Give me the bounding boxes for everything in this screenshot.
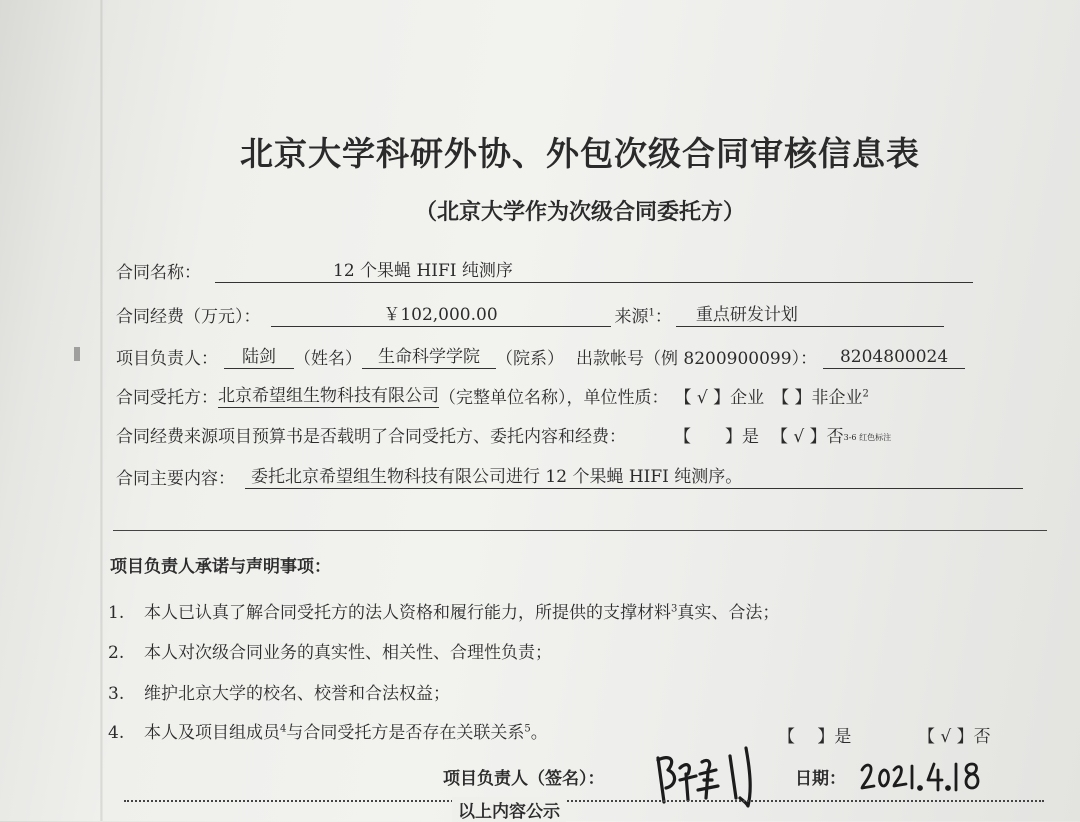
contract-fee-label: 合同经费（万元）： (116, 307, 261, 327)
edge-mark (74, 347, 80, 361)
pledge-item: 1. 本人已认真了解合同受托方的法人资格和履行能力，所提供的支撑材料$^3$真实、合法； (108, 603, 780, 623)
content-row (116, 462, 1023, 489)
form-subtitle: （北京大学作为次级合同委托方） (414, 200, 745, 225)
contract-name-label: 合同名称： (116, 263, 201, 283)
pledge-item: 4. 本人及项目组成员$^4$与合同受托方是否存在关联关系$^5$。 (108, 723, 548, 743)
source-label: 来源$^1$： (614, 307, 672, 327)
contract-name-row (116, 256, 973, 283)
content-label: 合同主要内容： (116, 469, 235, 489)
account-value: 8204800024 (823, 347, 965, 369)
paper-fold (100, 0, 103, 821)
name-hint: （姓名） (294, 349, 362, 369)
public-notice: 以上内容公示 (452, 797, 566, 822)
non-enterprise-checkbox: 【 】非企业$^2$ (772, 388, 869, 408)
budget-note: 3-6 红色标注 (843, 433, 892, 442)
relation-yes-checkbox: 【 】是 (778, 727, 852, 747)
account-label: 出款帐号（例 8200900099）： (576, 349, 818, 369)
pledge-heading: 项目负责人承诺与声明事项： (110, 557, 331, 577)
handwritten-date (858, 752, 988, 802)
relation-no-checkbox: 【 √ 】否 (918, 727, 991, 747)
trustee-row (116, 381, 869, 408)
content-value: 委托北京希望组生物科技有限公司进行 12 个果蝇 HIFI 纯测序。 (245, 462, 1023, 489)
project-leader-row (116, 342, 965, 369)
department-value: 生命科学学院 (362, 342, 496, 369)
signature-label: 项目负责人（签名）： (443, 769, 605, 789)
form-title: 北京大学科研外协、外包次级合同审核信息表 (240, 134, 920, 173)
budget-question: 合同经费来源项目预算书是否载明了合同受托方、委托内容和经费： (116, 427, 626, 447)
budget-yes-checkbox: 【 】是 (674, 427, 759, 447)
project-leader-value: 陆剑 (224, 342, 294, 369)
content-continuation-line (113, 530, 1047, 531)
trustee-value: 北京希望组生物科技有限公司 (218, 381, 439, 408)
trustee-label: 合同受托方： (116, 388, 218, 408)
contract-fee-row (116, 300, 944, 327)
trustee-hint: （完整单位名称），单位性质： (439, 388, 669, 408)
date-label: 日期： (795, 769, 846, 789)
project-leader-label: 项目负责人： (116, 349, 218, 369)
pledge-item: 2. 本人对次级合同业务的真实性、相关性、合理性负责； (108, 643, 552, 663)
department-hint: （院系） (496, 349, 564, 369)
contract-fee-value: ￥102,000.00 (271, 300, 611, 327)
footer-divider (124, 800, 1044, 802)
budget-no-checkbox: 【 √ 】否 (771, 427, 844, 447)
budget-question-row (116, 422, 891, 447)
contract-name-value: 12 个果蝇 HIFI 纯测序 (215, 256, 973, 283)
source-value: 重点研发计划 (676, 300, 944, 327)
enterprise-checkbox: 【 √ 】企业 (674, 388, 765, 408)
pledge-item: 3. 维护北京大学的校名、校誉和合法权益； (108, 684, 450, 704)
